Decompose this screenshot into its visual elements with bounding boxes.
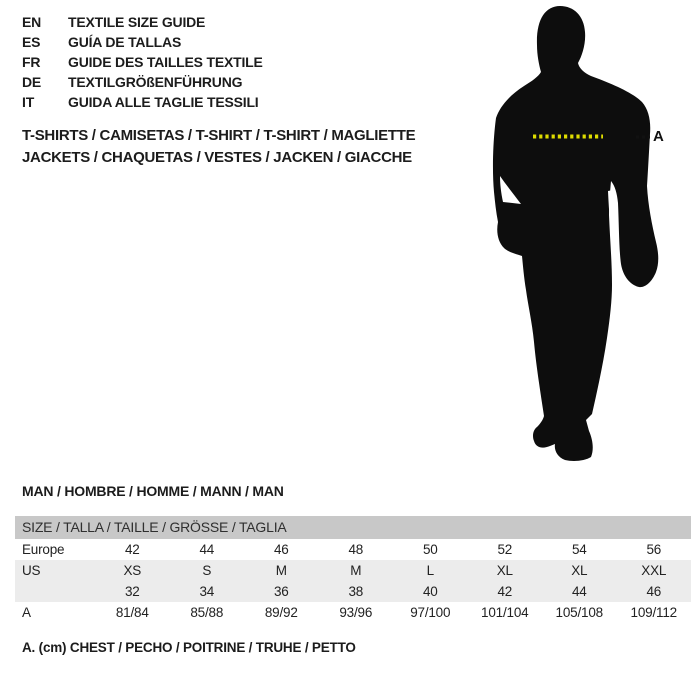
language-row: [22, 72, 263, 92]
size-table-row: [15, 581, 691, 602]
garment-category-line: T-SHIRTS / CAMISETAS / T-SHIRT / T-SHIRT / MAGLIETTE: [22, 127, 416, 144]
size-cell: 46: [646, 584, 662, 599]
language-label: TEXTILE SIZE GUIDE: [68, 14, 206, 30]
language-row: [22, 92, 263, 112]
size-cell: 44: [199, 542, 215, 557]
language-label: GUIDA ALLE TAGLIE TESSILI: [68, 94, 259, 110]
measurement-footnote: A. (cm) CHEST / PECHO / POITRINE / TRUHE / PETTO: [22, 640, 356, 655]
size-cell: M: [275, 563, 287, 578]
size-row-label: [15, 581, 95, 602]
section-title-man: MAN / HOMBRE / HOMME / MANN / MAN: [22, 483, 284, 499]
language-label: TEXTILGRÖßENFÜHRUNG: [68, 74, 243, 90]
size-cell: 85/88: [190, 605, 224, 620]
garment-category-list: [22, 125, 415, 169]
size-table-row: [15, 560, 691, 581]
size-cell: 44: [571, 584, 587, 599]
language-code: FR: [22, 54, 41, 70]
size-cell: XL: [571, 563, 588, 578]
size-cell: 52: [497, 542, 513, 557]
size-cell: 50: [422, 542, 438, 557]
man-silhouette-figure: [460, 0, 700, 480]
size-cell: 93/96: [339, 605, 373, 620]
size-cell: 101/104: [481, 605, 529, 620]
language-label: GUÍA DE TALLAS: [68, 34, 182, 50]
size-table-row: [15, 602, 691, 623]
size-cell: 32: [124, 584, 140, 599]
size-cell: XXL: [641, 563, 667, 578]
size-cell: 42: [497, 584, 513, 599]
size-cell: 56: [646, 542, 662, 557]
size-row-label: US: [22, 563, 41, 578]
language-row: [22, 52, 263, 72]
size-cell: S: [202, 563, 212, 578]
size-cell: 81/84: [115, 605, 149, 620]
language-code: DE: [22, 74, 42, 90]
size-cell: 109/112: [630, 605, 677, 620]
size-table-body: [15, 539, 691, 623]
size-cell: M: [350, 563, 362, 578]
language-code: EN: [22, 14, 42, 30]
size-cell: 54: [571, 542, 587, 557]
language-title-list: [22, 12, 263, 112]
language-code: IT: [22, 94, 35, 110]
size-cell: XL: [496, 563, 513, 578]
size-cell: 42: [124, 542, 140, 557]
size-cell: 48: [348, 542, 364, 557]
size-cell: 105/108: [555, 605, 603, 620]
size-cell: L: [426, 563, 434, 578]
size-cell: 40: [422, 584, 438, 599]
size-cell: XS: [123, 563, 142, 578]
size-table-row: [15, 539, 691, 560]
man-silhouette: [493, 6, 658, 461]
size-table: [15, 516, 691, 623]
size-row-label: Europe: [22, 542, 65, 557]
size-cell: 97/100: [410, 605, 451, 620]
garment-category-line: JACKETS / CHAQUETAS / VESTES / JACKEN / GIACCHE: [22, 149, 412, 166]
man-silhouette-svg: [460, 0, 700, 480]
language-code: ES: [22, 34, 41, 50]
size-table-header: SIZE / TALLA / TAILLE / GRÖSSE / TAGLIA: [15, 516, 691, 539]
language-row: [22, 32, 263, 52]
size-cell: 38: [348, 584, 364, 599]
measure-label-a: A: [653, 128, 664, 145]
language-row: [22, 12, 263, 32]
size-cell: 46: [273, 542, 289, 557]
size-cell: 89/92: [264, 605, 298, 620]
size-cell: 34: [199, 584, 215, 599]
size-cell: 36: [273, 584, 289, 599]
language-label: GUIDE DES TAILLES TEXTILE: [68, 54, 263, 70]
size-row-label: A: [22, 605, 31, 620]
